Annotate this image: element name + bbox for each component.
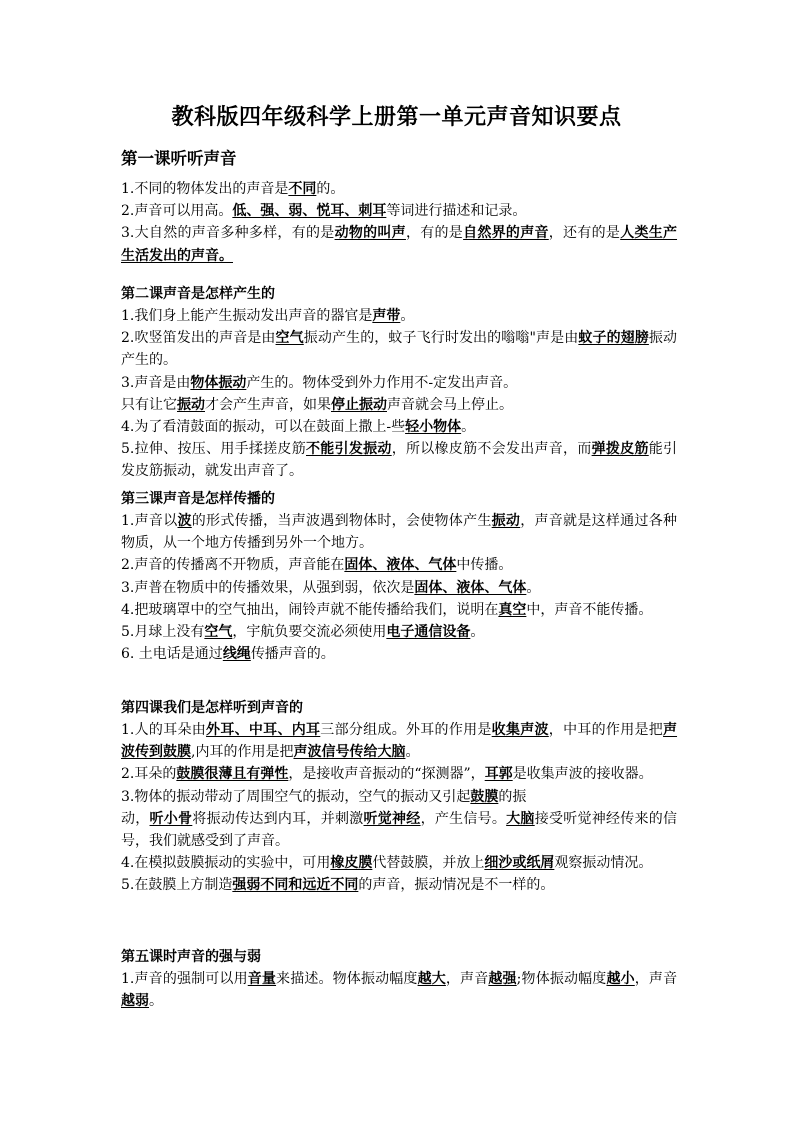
list-item — [121, 786, 677, 808]
item-text: 1.声音以 — [121, 513, 178, 529]
list-item — [121, 643, 677, 665]
lesson-items — [121, 968, 677, 1012]
keyword-highlight: 听觉神经 — [363, 810, 421, 827]
lesson-3 — [121, 488, 677, 665]
list-item — [121, 372, 677, 394]
keyword-highlight: 鼓膜很薄且有弹性 — [176, 766, 289, 783]
item-text: 5.在鼓膜上方制造 — [121, 877, 233, 894]
lesson-1 — [121, 144, 677, 267]
item-text: 才会产生声音，如果 — [205, 396, 331, 413]
document-title: 教科版四年级科学上册第一单元声音知识要点 — [171, 105, 622, 130]
lesson-heading: 第四课我们是怎样听到声音的 — [121, 700, 303, 716]
keyword-highlight: 越小 — [606, 971, 635, 987]
keyword-highlight: 听小骨 — [149, 810, 193, 827]
item-text: ，有的是 — [405, 225, 464, 242]
item-text: 2.耳朵的 — [121, 766, 177, 783]
item-text: 2.吹竖笛发出的声音是由 — [121, 330, 276, 347]
keyword-highlight: 不同 — [288, 181, 317, 197]
keyword-highlight: 鼓膜 — [470, 788, 499, 805]
list-item — [121, 874, 677, 896]
keyword-highlight: 振动 — [491, 513, 521, 529]
item-text: ;物体振动幅度 — [516, 971, 607, 987]
list-item — [121, 200, 677, 222]
lesson-heading: 第五课时声音的强与弱 — [121, 949, 261, 965]
lesson-items — [121, 510, 677, 665]
keyword-highlight: 声带 — [372, 308, 401, 324]
item-text: 1.不同的物体发出的声音是 — [121, 181, 289, 197]
keyword-highlight: 低、强、弱、悦耳、刺耳 — [232, 203, 387, 220]
item-text: 能引发皮筋振动，就发出声音了。 — [121, 441, 678, 480]
list-item — [121, 808, 677, 852]
item-text: 。 — [149, 993, 163, 1010]
keyword-highlight: 空气 — [275, 330, 304, 347]
item-text: 。 — [405, 744, 420, 761]
item-text: 只有让它 — [121, 396, 177, 413]
lesson-2 — [121, 283, 677, 483]
lesson-4 — [121, 697, 677, 897]
item-text: 1.我们身上能产生振动发出声音的器官是 — [121, 308, 373, 324]
list-item — [121, 577, 677, 599]
item-text: 振动产生的。 — [121, 330, 678, 369]
item-text: 传播声音的。 — [250, 646, 335, 663]
keyword-highlight: 越大 — [417, 971, 446, 987]
item-text: 的声音，振动情况是不一样的。 — [358, 877, 555, 894]
keyword-highlight: 耳郭 — [484, 766, 513, 783]
item-text: 的形式传播，当声波遇到物体时，会使物体产生 — [191, 513, 492, 529]
item-text: 。 — [470, 624, 485, 641]
item-text: 。 — [400, 308, 415, 324]
item-text: 3.大自然的声音多种多样，有的是 — [121, 225, 335, 242]
keyword-highlight: 弹拨皮筋 — [591, 441, 649, 458]
keyword-highlight: 大脑 — [506, 810, 535, 827]
keyword-highlight: 细沙或纸屑 — [484, 855, 555, 872]
lesson-heading: 第一课听听声音 — [121, 149, 237, 168]
list-item — [121, 719, 677, 763]
item-text: 1.声音的强制可以用 — [121, 971, 248, 987]
keyword-highlight: 轻小物体 — [405, 419, 462, 436]
keyword-highlight: 外耳、中耳、内耳 — [206, 722, 321, 738]
lesson-items — [121, 305, 677, 483]
item-text: 将振动传达到内耳，并刺激 — [192, 810, 364, 827]
list-item — [121, 621, 677, 643]
item-text: ，宇航负要交流必须使用 — [232, 624, 387, 641]
lesson-5 — [121, 946, 677, 1012]
lesson-items — [121, 719, 677, 897]
keyword-highlight: 固体、液体、气体 — [414, 579, 527, 596]
item-text: 的振 — [498, 788, 527, 805]
item-text: ，声音 — [634, 971, 678, 987]
keyword-highlight: 动物的叫声 — [334, 225, 406, 242]
list-item — [121, 178, 677, 200]
keyword-highlight: 声波信号传给大脑 — [293, 744, 406, 761]
keyword-highlight: 越强 — [488, 971, 517, 987]
list-item — [121, 763, 677, 785]
item-text: 2.声音的传播离不开物质，声音能在 — [121, 557, 345, 574]
item-text: 2.声音可以用高。 — [121, 203, 233, 220]
list-item — [121, 416, 677, 438]
item-text: 4.在模拟鼓膜振动的实验中，可用 — [121, 855, 331, 872]
item-text: 5.月球上没有 — [121, 624, 205, 641]
keyword-highlight: 蚊子的翅膀 — [578, 330, 649, 347]
item-text: 三部分组成。外耳的作用是 — [320, 722, 492, 738]
item-text: 4.把玻璃罩中的空气抽出，闹铃声就不能传播给我们，说明在 — [121, 601, 499, 618]
keyword-highlight: 越弱 — [121, 993, 149, 1010]
keyword-highlight: 不能引发振动 — [306, 441, 392, 458]
item-text: 动， — [121, 810, 150, 827]
list-item — [121, 305, 677, 327]
item-text: ，中耳的作用是把 — [548, 722, 664, 738]
list-item — [121, 968, 677, 1012]
item-text: 代替鼓膜，并放上 — [372, 855, 485, 872]
lesson-heading: 第三课声音是怎样传播的 — [121, 491, 275, 507]
item-text: ，还有的是 — [548, 225, 621, 242]
item-text: ，是接收声音振动的“探测器”， — [288, 766, 485, 783]
keyword-highlight: 振动 — [177, 396, 205, 413]
item-text: 接受听觉神经传来的信号，我们就感受到了声音。 — [121, 810, 678, 850]
list-item — [121, 327, 677, 371]
item-text: 。 — [526, 579, 541, 596]
item-text: 声音就会马上停止。 — [387, 396, 513, 413]
item-text: ，声音就是这样通过各种物质，从一个地方传播到另外一个地方。 — [121, 513, 678, 552]
keyword-highlight: 固体、液体、气体 — [344, 557, 457, 574]
item-text: 产生的。物体受到外力作用不-定发出声音。 — [246, 374, 518, 391]
item-text: ，所以橡皮筋不会发出声音，而 — [391, 441, 592, 458]
item-text: ，声音 — [445, 971, 489, 987]
lesson-items — [121, 178, 677, 267]
item-text: ，产生信号。 — [420, 810, 507, 827]
item-text: 3.声普在物质中的传播效果，从强到弱，依次是 — [121, 579, 415, 596]
item-text: 是收集声波的接收器。 — [512, 766, 653, 783]
item-text: 中传播。 — [456, 557, 513, 574]
item-text: ,内耳的作用是把 — [191, 744, 294, 761]
item-text: 等词进行描述和记录。 — [386, 203, 527, 220]
item-text: 中，声音不能传播。 — [526, 601, 653, 618]
item-text: 4.为了看清鼓面的振动，可以在鼓面上撒上-些 — [121, 419, 406, 436]
keyword-highlight: 真空 — [498, 601, 527, 618]
keyword-highlight: 停止振动 — [331, 396, 387, 413]
keyword-highlight: 声波传到鼓膜 — [121, 722, 678, 761]
keyword-highlight: 电子通信设备 — [386, 624, 471, 641]
item-text: 3.声音是由 — [121, 374, 191, 391]
lesson-heading: 第二课声音是怎样产生的 — [121, 286, 275, 302]
item-text: 观察振动情况。 — [554, 855, 653, 872]
list-item — [121, 554, 677, 576]
list-item — [121, 852, 677, 874]
keyword-highlight: 线绳 — [222, 646, 251, 663]
item-text: 的。 — [316, 181, 345, 197]
keyword-highlight: 物体振动 — [190, 374, 247, 391]
item-text: 来描述。物体振动幅度 — [276, 971, 418, 987]
item-text: 1.人的耳朵由 — [121, 722, 207, 738]
keyword-highlight: 音量 — [247, 971, 277, 987]
list-item — [121, 222, 677, 266]
list-item — [121, 394, 677, 416]
list-item — [121, 599, 677, 621]
keyword-highlight: 人类生产生活发出的声音。 — [121, 225, 678, 264]
item-text: 5.拉伸、按压、用手揉搓皮筋 — [121, 441, 306, 458]
keyword-highlight: 自然界的声音 — [463, 225, 549, 242]
item-text: 。 — [461, 419, 476, 436]
list-item — [121, 438, 677, 482]
keyword-highlight: 空气 — [204, 624, 233, 641]
keyword-highlight: 波 — [177, 513, 192, 529]
keyword-highlight: 收集声波 — [491, 722, 549, 738]
keyword-highlight: 橡皮膜 — [330, 855, 373, 872]
item-text: 3.物体的振动带动了周围空气的振动，空气的振动又引起 — [121, 788, 471, 805]
list-item — [121, 510, 677, 554]
keyword-highlight: 强弱不同和远近不同 — [232, 877, 359, 894]
item-text: 振动产生的，蚊子飞行时发出的嗡嗡"声是由 — [303, 330, 579, 347]
item-text: 6. 土电话是通过 — [121, 646, 223, 663]
